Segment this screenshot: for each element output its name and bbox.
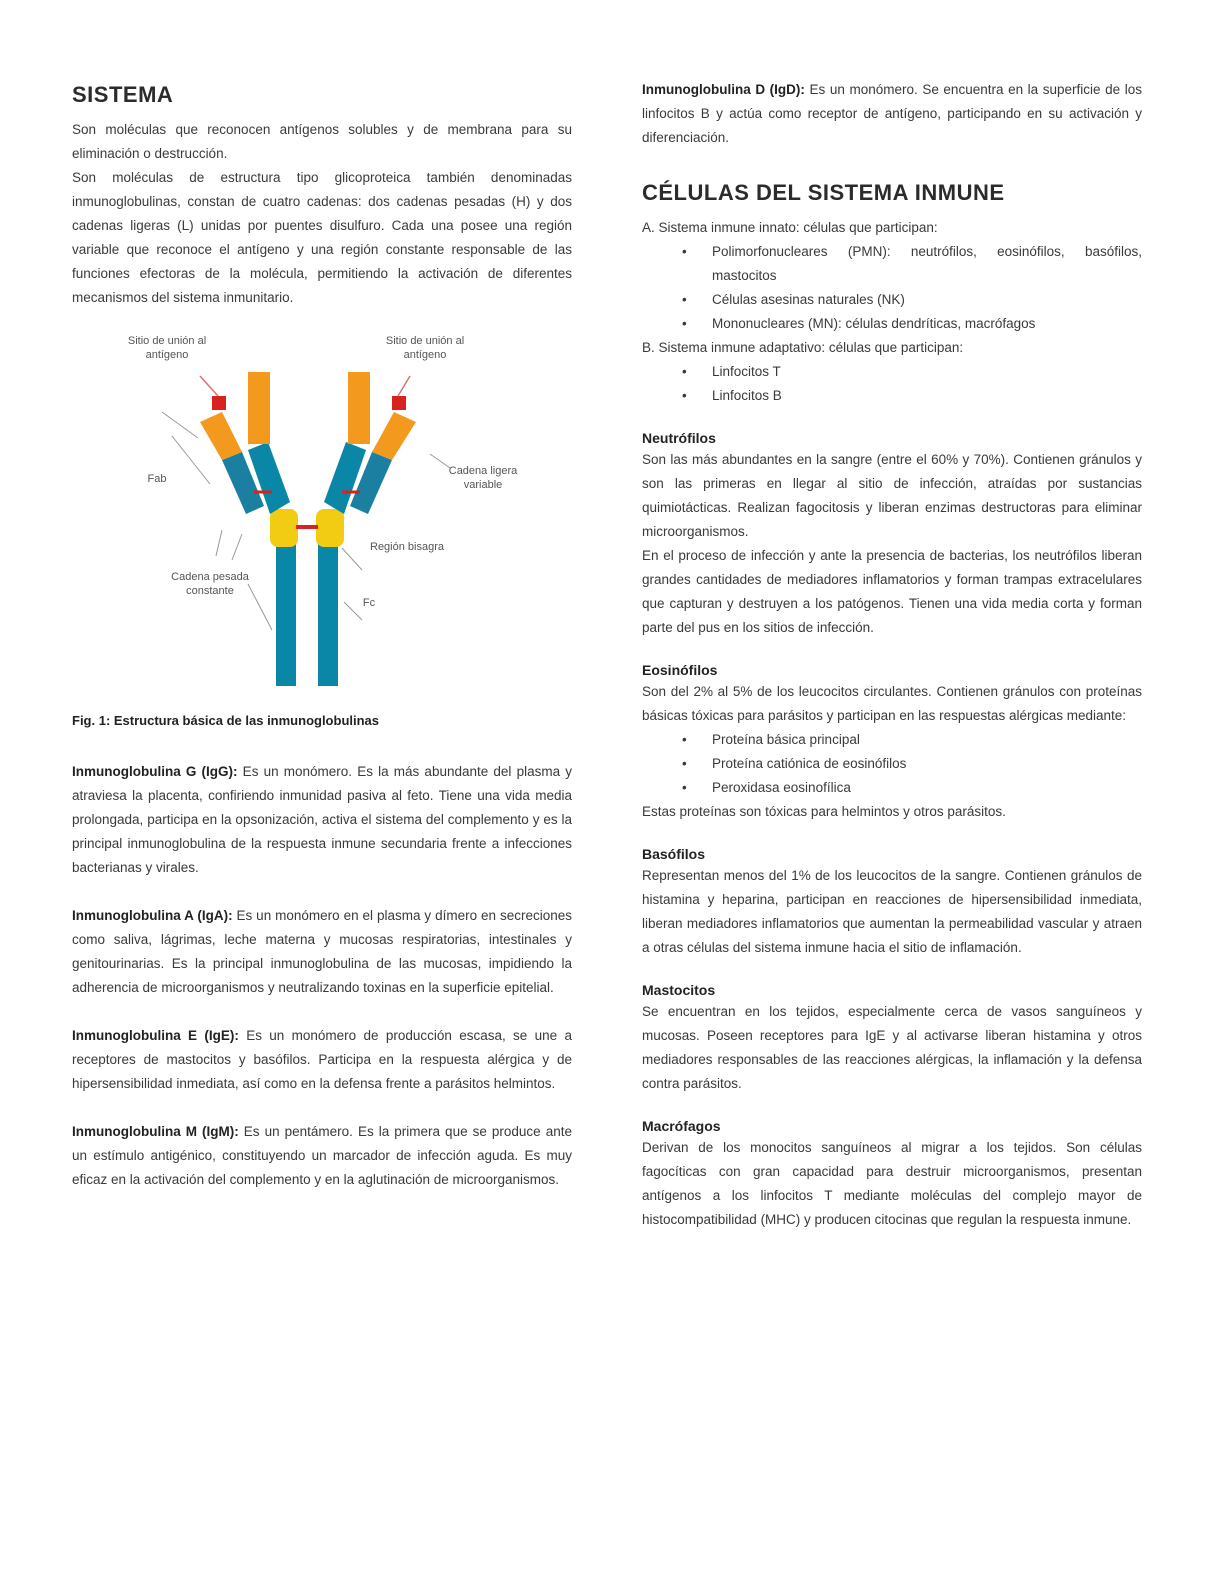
antigen-right bbox=[392, 396, 406, 410]
heavy-variable-right bbox=[348, 372, 370, 444]
list-item bbox=[682, 312, 1142, 336]
ig-text: Es un monómero de producción escasa, se une a receptores de mastocitos y basófilos. Participa en la respuesta alérgica y de hipersensibilidad inmediata, así como en la defensa frente a parásitos helmintos. bbox=[72, 1028, 572, 1091]
immunoglobulin-list bbox=[72, 760, 572, 1192]
antigen-left bbox=[212, 396, 226, 410]
subsection-title: Mastocitos bbox=[642, 982, 716, 998]
label-antigen-binding-site-right: Sitio de unión al antígeno bbox=[385, 335, 465, 361]
innate-cell-list bbox=[682, 240, 1142, 336]
ig-text: Es un monómero. Es la más abundante del plasma y atraviesa la placenta, confiriendo inmunidad pasiva al feto. Tiene una vida media prolongada, participa en la opsonización, activa el sistema del complemento y es la principal inmunoglobulina de la respuesta inmune secundaria frente a infecciones bacterianas y virales. bbox=[72, 764, 573, 875]
heavy-chain-right-stem bbox=[318, 544, 338, 686]
subsection-paragraph: Representan menos del 1% de los leucocitos de la sangre. Contienen gránulos de histamina y heparina, participan en reacciones de hipersensibilidad inmediata, liberan mediadores inflamatorios que aumentan la permeabilidad vascular y atraen a otras células del sistema inmune hacia el sitio de inflamación. bbox=[642, 868, 1142, 955]
bullet-icon: • bbox=[682, 732, 687, 747]
bullet-icon: • bbox=[682, 364, 687, 379]
cell-sections bbox=[642, 430, 1142, 1232]
subsection-list bbox=[682, 728, 1142, 800]
bullet-icon: • bbox=[682, 244, 687, 259]
left-column bbox=[72, 78, 572, 1216]
hinge-left bbox=[270, 509, 298, 547]
subsection-title: Neutrófilos bbox=[642, 430, 716, 446]
list-item bbox=[682, 728, 1142, 752]
heavy-chain-left-stem bbox=[276, 544, 296, 686]
immunoglobulin-paragraph bbox=[72, 904, 572, 1000]
adaptive-cell-list bbox=[682, 360, 1142, 408]
subsection-title: Eosinófilos bbox=[642, 662, 718, 678]
label-antigen-binding-site-left: Sitio de unión al antígeno bbox=[127, 335, 207, 361]
label-fc: Fc bbox=[362, 597, 376, 609]
ig-term: Inmunoglobulina E (IgE): bbox=[72, 1028, 239, 1043]
innate-intro: A. Sistema inmune innato: células que participan: bbox=[642, 220, 938, 235]
heavy-variable-left bbox=[248, 372, 270, 444]
immunoglobulin-paragraph bbox=[72, 760, 572, 880]
antibody-figure bbox=[72, 334, 572, 704]
list-item-text: Linfocitos B bbox=[712, 388, 782, 403]
list-item-text: Proteína básica principal bbox=[712, 732, 860, 747]
ig-term: Inmunoglobulina G (IgG): bbox=[72, 764, 238, 779]
section-heading: SISTEMA bbox=[72, 82, 174, 107]
list-item bbox=[682, 360, 1142, 384]
subsection-paragraph: Son del 2% al 5% de los leucocitos circulantes. Contienen gránulos con proteínas básicas tóxicas para parásitos y participan en las respuestas alérgicas mediante: bbox=[642, 684, 1142, 723]
light-variable-left bbox=[200, 412, 242, 460]
label-fab: Fab bbox=[147, 473, 167, 485]
ig-term: Inmunoglobulina D (IgD): bbox=[642, 82, 805, 97]
bullet-icon: • bbox=[682, 316, 687, 331]
adaptive-intro: B. Sistema inmune adaptativo: células que participan: bbox=[642, 340, 964, 355]
ig-term: Inmunoglobulina A (IgA): bbox=[72, 908, 233, 923]
section-heading: CÉLULAS DEL SISTEMA INMUNE bbox=[642, 180, 1005, 205]
list-item-text: Polimorfonucleares (PMN): neutrófilos, eosinófilos, basófilos, mastocitos bbox=[712, 244, 1142, 283]
subsection-paragraph: Se encuentran en los tejidos, especialmente cerca de vasos sanguíneos y mucosas. Poseen receptores para IgE y al activarse liberan histamina y otros mediadores responsables de las reacciones alérgicas, la inflamación y la defensa contra parásitos. bbox=[642, 1004, 1142, 1091]
igd-paragraph bbox=[642, 78, 1142, 150]
right-column bbox=[642, 78, 1142, 1232]
hinge-right bbox=[316, 509, 344, 547]
subsection-paragraph: En el proceso de infección y ante la presencia de bacterias, los neutrófilos liberan grandes cantidades de mediadores inflamatorios y forman trampas extracelulares que capturan y destruyen a los patógenos. Tienen una vida media corta y forman parte del pus en los sitios de infección. bbox=[642, 548, 1142, 635]
bullet-icon: • bbox=[682, 292, 687, 307]
list-item bbox=[682, 776, 1142, 800]
figure-caption: Fig. 1: Estructura básica de las inmunoglobulinas bbox=[72, 713, 380, 728]
ig-text: Es un monómero en el plasma y dímero en secreciones como saliva, lágrimas, leche materna y mucosas respiratorias, intestinales y genitourinarias. Es la principal inmunoglobulina de las mucosas, impidiendo la adherencia de microorganismos y neutralizando toxinas en la superficie epitelial. bbox=[72, 908, 573, 995]
light-variable-right bbox=[372, 412, 416, 460]
subsection-title: Macrófagos bbox=[642, 1118, 721, 1134]
bullet-icon: • bbox=[682, 756, 687, 771]
intro-paragraph: Son moléculas de estructura tipo glicoproteica también denominadas inmunoglobulinas, constan de cuatro cadenas: dos cadenas pesadas (H) y dos cadenas ligeras (L) unidas por puentes disulfuro. Cada una posee una región variable que reconoce el antígeno y una región constante responsable de las funciones efectoras de la molécula, permitiendo la activación de diferentes mecanismos del sistema inmunitario. bbox=[72, 170, 572, 305]
subsection-title: Basófilos bbox=[642, 846, 706, 862]
ig-text: Es un monómero. Se encuentra en la superficie de los linfocitos B y actúa como receptor de antígeno, participando en su activación y diferenciación. bbox=[642, 82, 1143, 145]
bullet-icon: • bbox=[682, 780, 687, 795]
list-item bbox=[682, 288, 1142, 312]
list-item-text: Peroxidasa eosinofílica bbox=[712, 780, 851, 795]
list-item bbox=[682, 752, 1142, 776]
list-item bbox=[682, 384, 1142, 408]
label-light-chain: Cadena ligera variable bbox=[448, 465, 518, 491]
immunoglobulin-paragraph bbox=[72, 1024, 572, 1096]
bullet-icon: • bbox=[682, 388, 687, 403]
ig-text: Es un pentámero. Es la primera que se produce ante un estímulo antigénico, constituyendo un marcador de infección aguda. Es muy eficaz en la activación del complemento y en la aglutinación de microorganismos. bbox=[72, 1124, 572, 1187]
immunoglobulin-paragraph bbox=[72, 1120, 572, 1192]
list-item bbox=[682, 240, 1142, 288]
list-item-text: Células asesinas naturales (NK) bbox=[712, 292, 905, 307]
list-item-text: Proteína catiónica de eosinófilos bbox=[712, 756, 907, 771]
subsection-paragraph: Son las más abundantes en la sangre (entre el 60% y 70%). Contienen gránulos y son las primeras en llegar al sitio de infección, atraídas por sustancias quimiotácticas. Realizan fagocitosis y liberan enzimas destructoras para eliminar microorganismos. bbox=[642, 452, 1142, 539]
label-heavy-chain-constant: Cadena pesada constante bbox=[171, 571, 249, 597]
subsection-paragraph: Estas proteínas son tóxicas para helmintos y otros parásitos. bbox=[642, 804, 1006, 819]
ig-term: Inmunoglobulina M (IgM): bbox=[72, 1124, 239, 1139]
subsection-paragraph: Derivan de los monocitos sanguíneos al migrar a los tejidos. Son células fagocíticas con gran capacidad para destruir microorganismos, presentan antígenos a los linfocitos T mediante moléculas del complejo mayor de histocompatibilidad (MHC) y producen citocinas que regulan la respuesta inmune. bbox=[642, 1140, 1142, 1227]
list-item-text: Mononucleares (MN): células dendríticas, macrófagos bbox=[712, 316, 1036, 331]
list-item-text: Linfocitos T bbox=[712, 364, 781, 379]
intro-paragraph: Son moléculas que reconocen antígenos solubles y de membrana para su eliminación o destrucción. bbox=[72, 122, 572, 161]
antibody-diagram bbox=[72, 334, 572, 704]
label-hinge: Región bisagra bbox=[370, 541, 444, 553]
